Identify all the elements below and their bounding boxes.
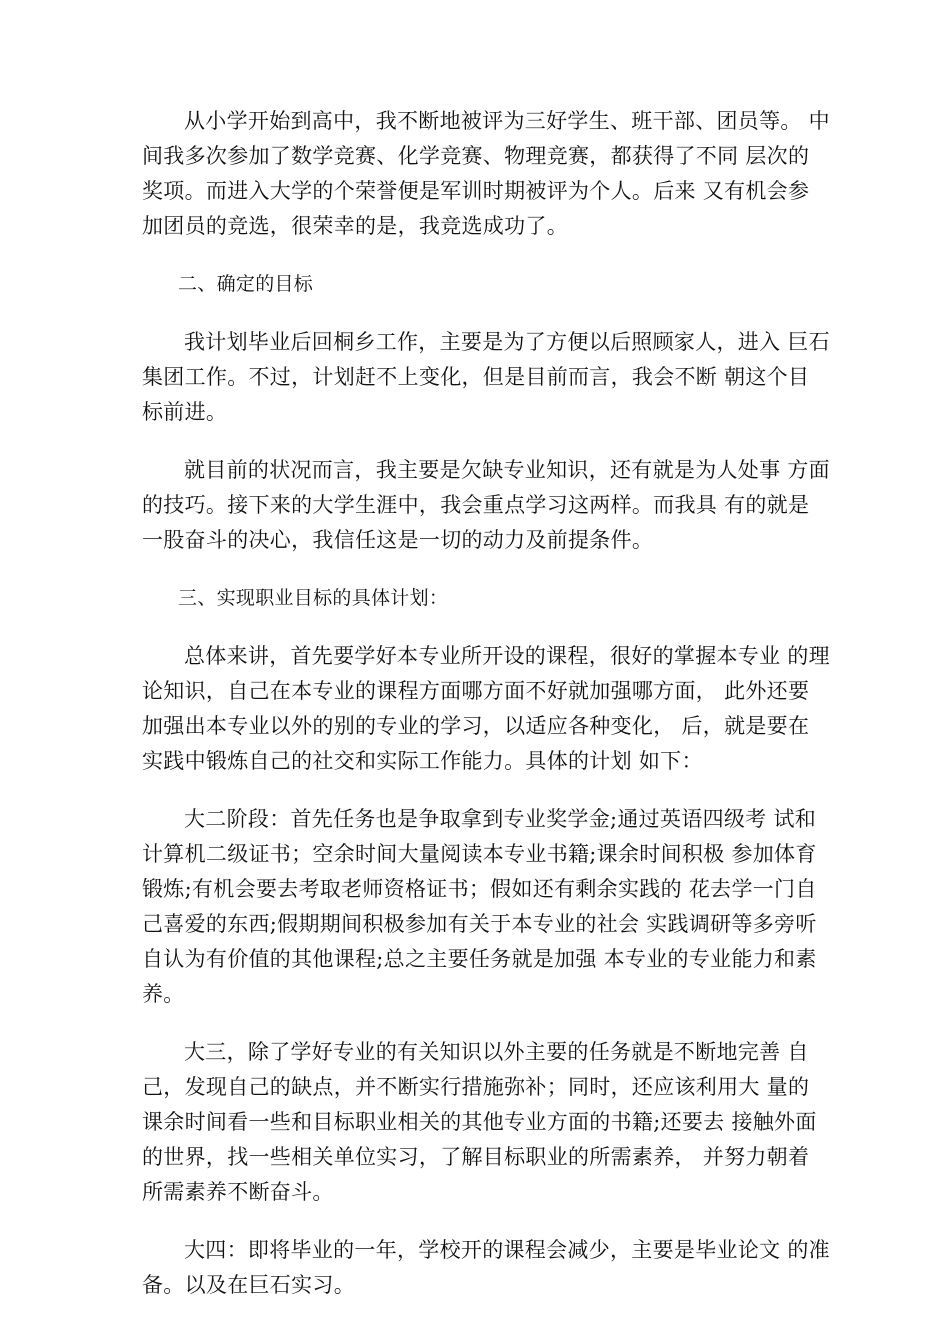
- text-line: 就目前的状况而言，我主要是欠缺专业知识，还有就是为人处事 方面: [184, 458, 830, 482]
- text-line: 课余时间看一些和目标职业相关的其他专业方面的书籍;还要去 接触外面: [142, 1110, 817, 1134]
- paragraph-overall: [142, 639, 832, 779]
- text-line: 总体来讲，首先要学好本专业所开设的课程，很好的掌握本专业 的理: [184, 644, 830, 668]
- text-line: 大二阶段：首先任务也是争取拿到专业奖学金;通过英语四级考 试和: [184, 807, 817, 831]
- text-line: 大四：即将毕业的一年，学校开的课程会减少，主要是毕业论文 的准: [184, 1238, 830, 1262]
- text-line: 锻炼;有机会要去考取老师资格证书；假如还有剩余实践的 花去学一门自: [142, 877, 817, 901]
- text-line: 计算机二级证书；空余时间大量阅读本专业书籍;课余时间积极 参加体育: [142, 842, 817, 866]
- text-line: 的世界，找一些相关单位实习，了解目标职业的所需素养， 并努力朝着: [142, 1145, 810, 1169]
- text-line: 我计划毕业后回桐乡工作，主要是为了方便以后照顾家人，进入 巨石: [184, 330, 830, 354]
- text-line: 所需素养不断奋斗。: [142, 1180, 334, 1204]
- heading-text: 三、实现职业目标的具体计划：: [178, 587, 449, 609]
- text-line: 自认为有价值的其他课程;总之主要任务就是加强 本专业的专业能力和素: [142, 947, 817, 971]
- text-line: 标前进。: [142, 400, 228, 424]
- paragraph-current-status: [142, 453, 832, 558]
- text-line: 己喜爱的东西;假期期间积极参加有关于本专业的社会 实践调研等多旁听: [142, 912, 817, 936]
- paragraph-junior: [142, 1035, 832, 1210]
- paragraph-sophomore: [142, 802, 832, 1012]
- text-line: 加强出本专业以外的别的专业的学习，以适应各种变化， 后，就是要在: [142, 714, 810, 738]
- text-line: 奖项。而进入大学的个荣誉便是军训时期被评为个人。后来 又有机会参: [142, 179, 810, 203]
- text-line: 从小学开始到高中，我不断地被评为三好学生、班干部、团员等。 中: [184, 109, 830, 133]
- section-heading-goal: [142, 267, 832, 302]
- document-page: [142, 104, 832, 1303]
- paragraph-plan-work: [142, 325, 832, 430]
- text-line: 加团员的竞选，很荣幸的是，我竞选成功了。: [142, 214, 568, 238]
- text-line: 实践中锻炼自己的社交和实际工作能力。具体的计划 如下：: [142, 749, 703, 773]
- paragraph-senior: [142, 1233, 832, 1303]
- text-line: 备。以及在巨石实习。: [142, 1273, 355, 1297]
- text-line: 的技巧。接下来的大学生涯中，我会重点学习这两样。而我具 有的就是: [142, 493, 810, 517]
- paragraph-honors: [142, 104, 832, 244]
- section-heading-plan: [142, 581, 832, 616]
- text-line: 论知识，自己在本专业的课程方面哪方面不好就加强哪方面， 此外还要: [142, 679, 810, 703]
- text-line: 养。: [142, 982, 185, 1006]
- text-line: 集团工作。不过，计划赶不上变化，但是目前而言，我会不断 朝这个目: [142, 365, 810, 389]
- text-line: 大三，除了学好专业的有关知识以外主要的任务就是不断地完善 自: [184, 1040, 809, 1064]
- text-line: 一股奋斗的决心，我信任这是一切的动力及前提条件。: [142, 528, 654, 552]
- heading-text: 二、确定的目标: [178, 273, 314, 295]
- text-line: 己，发现自己的缺点，并不断实行措施弥补；同时，还应该利用大 量的: [142, 1075, 810, 1099]
- text-line: 间我多次参加了数学竞赛、化学竞赛、物理竞赛，都获得了不同 层次的: [142, 144, 810, 168]
